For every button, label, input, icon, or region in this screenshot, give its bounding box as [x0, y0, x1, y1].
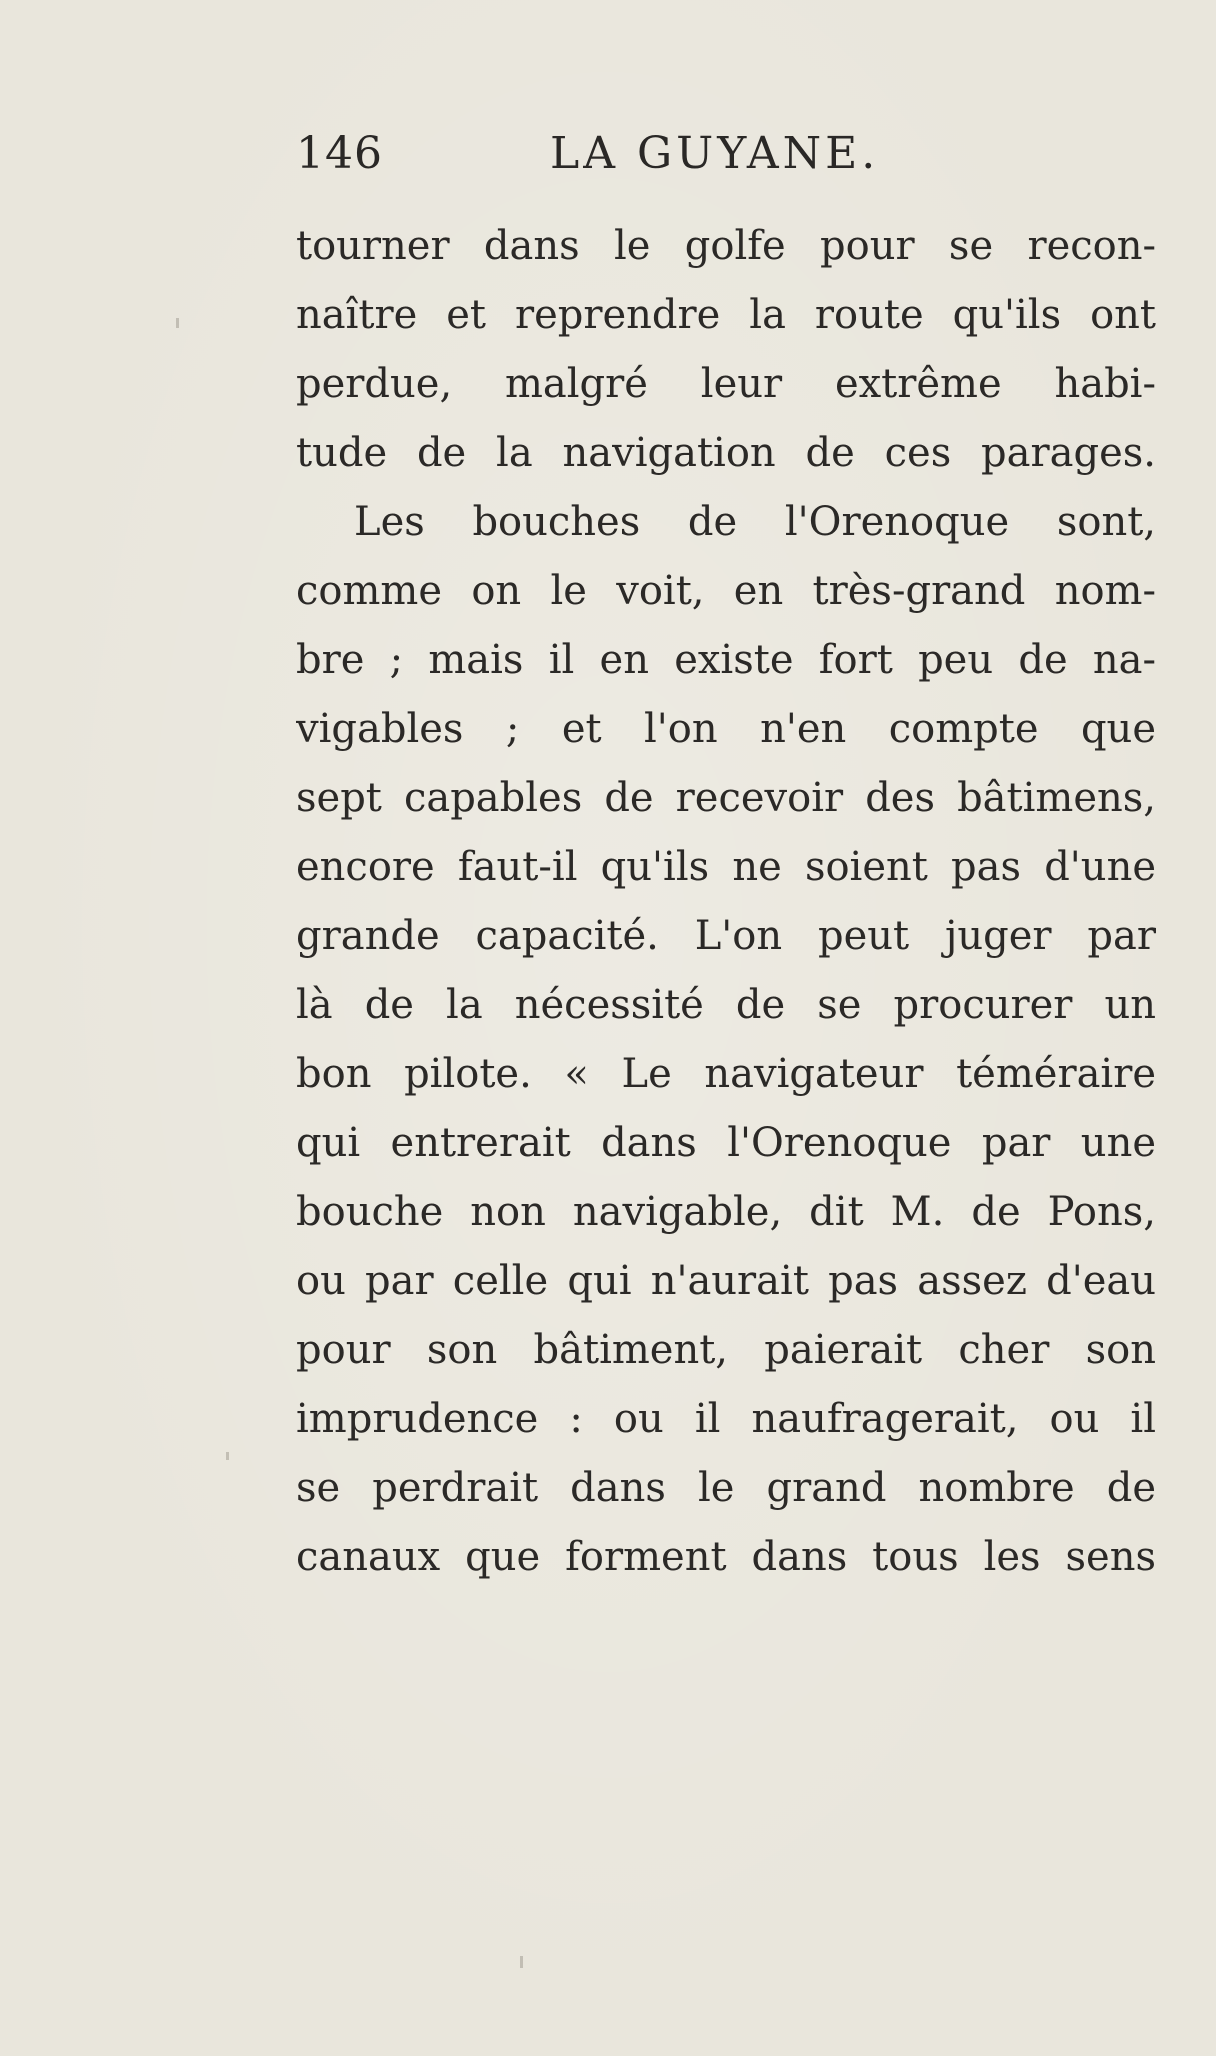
paper-speck — [520, 1956, 523, 1968]
paper-speck — [176, 318, 179, 328]
running-title: LA GUYANE. — [550, 128, 880, 179]
text-line: grande capacité. L'on peut juger par — [296, 913, 1156, 959]
text-line: canaux que forment dans tous les sens — [296, 1534, 1156, 1580]
text-line: se perdrait dans le grand nombre de — [296, 1465, 1156, 1511]
text-line: vigables ; et l'on n'en compte que — [296, 706, 1156, 752]
text-line: naître et reprendre la route qu'ils ont — [296, 292, 1156, 338]
text-line: encore faut-il qu'ils ne soient pas d'une — [296, 844, 1156, 890]
text-line: tude de la navigation de ces parages. — [296, 430, 1156, 476]
text-line: ou par celle qui n'aurait pas assez d'eau — [296, 1258, 1156, 1304]
page-header — [296, 128, 1156, 188]
page-number: 146 — [296, 128, 383, 179]
text-line: imprudence : ou il naufragerait, ou il — [296, 1396, 1156, 1442]
text-line: qui entrerait dans l'Orenoque par une — [296, 1120, 1156, 1166]
body-text — [296, 212, 1156, 1592]
text-line: perdue, malgré leur extrême habi- — [296, 361, 1156, 407]
text-line: pour son bâtiment, paierait cher son — [296, 1327, 1156, 1373]
text-line: bre ; mais il en existe fort peu de na- — [296, 637, 1156, 683]
text-line: comme on le voit, en très-grand nom- — [296, 568, 1156, 614]
text-line: bouche non navigable, dit M. de Pons, — [296, 1189, 1156, 1235]
text-line: bon pilote. « Le navigateur téméraire — [296, 1051, 1156, 1097]
text-line: tourner dans le golfe pour se recon- — [296, 223, 1156, 269]
text-line: sept capables de recevoir des bâtimens, — [296, 775, 1156, 821]
text-line: là de la nécessité de se procurer un — [296, 982, 1156, 1028]
text-line: Les bouches de l'Orenoque sont, — [354, 499, 1156, 545]
paper-speck — [226, 1452, 229, 1460]
